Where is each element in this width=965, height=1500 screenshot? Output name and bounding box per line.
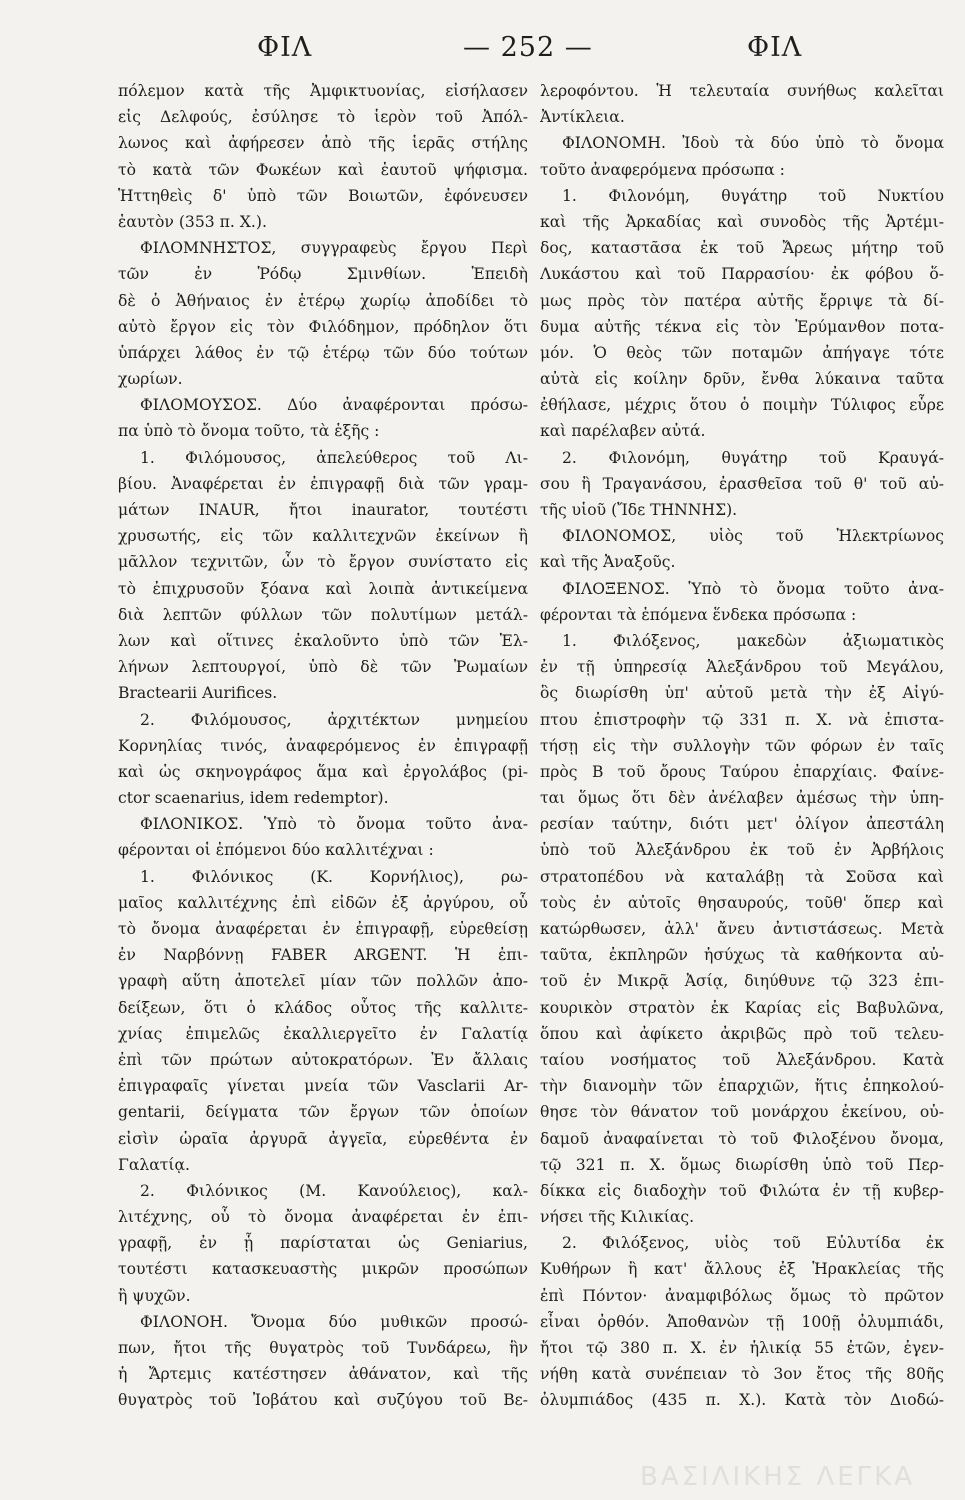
text-line: ταῦτα, ἐκπληρῶν ἡσύχως τὰ καθήκοντα αὐ-	[540, 946, 944, 965]
text-line: ται ὅμως ὅτι δὲν ἀνέλαβεν ἀμέσως τὴν ὑπη-	[540, 789, 944, 808]
text-line: κουρικὸν στρατὸν ἐκ Καρίας εἰς Βαβυλῶνα,	[540, 998, 944, 1017]
text-line: ὑπὸ τοῦ Ἀλεξάνδρου ἐκ τοῦ ἐν Ἀρβήλοις	[540, 841, 944, 860]
header-left-guideword: ΦΙΛ	[257, 32, 313, 63]
left-column	[118, 78, 528, 1414]
text-line: ΦΙΛΟΜΟΥΣΟΣ. Δύο ἀναφέρονται πρόσω-	[140, 396, 528, 415]
text-line: ctor scaenarius, idem redemptor).	[118, 789, 389, 808]
text-line: νήσει τῆς Κιλικίας.	[540, 1208, 695, 1227]
text-line: δαμοῦ ἀναφαίνεται τὸ τοῦ Φιλοξένου ὄνομα,	[540, 1129, 944, 1148]
text-line: πα ὑπὸ τὸ ὄνομα τοῦτο, τὰ ἑξῆς :	[118, 422, 380, 441]
text-line: ἐθήλασε, μέχρις ὅτου ὁ ποιμὴν Τύλιφος εὗρε	[540, 396, 944, 415]
text-line: λήνων λεπτουργοί, ὑπὸ δὲ τῶν Ῥωμαίων	[118, 658, 528, 677]
text-line: 2. Φιλόξενος, υἱὸς τοῦ Εὐλυτίδα ἐκ	[562, 1234, 944, 1253]
text-line: Κορνηλίας τινός, ἀναφερόμενος ἐν ἐπιγραφῇ	[118, 736, 528, 755]
text-line: ΦΙΛΟΝΟΜΗ. Ἰδοὺ τὰ δύο ὑπὸ τὸ ὄνομα	[562, 134, 944, 153]
text-line: 2. Φιλονόμη, θυγάτηρ τοῦ Κραυγά-	[562, 448, 944, 467]
text-line: δίκκα εἰς διαδοχὴν τοῦ Φιλώτα ἐν τῇ κυβερ-	[540, 1181, 944, 1200]
text-line: φέρονται οἱ ἑπόμενοι δύο καλλιτέχναι :	[118, 841, 434, 860]
watermark: ΒΑΣΙΛΙΚΗΣ ΛΕΓΚΑ	[640, 1462, 916, 1492]
text-line: ἢ ψυχῶν.	[118, 1286, 191, 1305]
text-line: Ἡττηθεὶς δ' ὑπὸ τῶν Βοιωτῶν, ἐφόνευσεν	[118, 186, 528, 205]
text-line: καὶ παρέλαβεν αὐτά.	[540, 422, 706, 441]
text-line: αὐτὰ εἰς κοίλην δρῦν, ἔνθα λύκαινα ταῦτα	[540, 370, 944, 389]
text-line: λων καὶ οἵτινες ἐκαλοῦντο ὑπὸ τῶν Ἑλ-	[118, 631, 528, 650]
text-line: 1. Φιλόξενος, μακεδὼν ἀξιωματικὸς	[562, 631, 944, 650]
text-line: τὸ ἐπιχρυσοῦν ξόανα καὶ λοιπὰ ἀντικείμενα	[118, 579, 528, 598]
text-line: τὸ ὄνομα ἀναφέρεται ἐν ἐπιγραφῇ, εὑρεθείσῃ	[118, 920, 528, 938]
text-line: βίου. Ἀναφέρεται ἐν ἐπιγραφῇ διὰ τῶν γραμ-	[118, 474, 528, 493]
page-number: — 252 —	[463, 32, 593, 63]
text-line: τοῦ ἐν Μικρᾷ Ἀσίᾳ, διηύθυνε τῷ 323 ἐπι-	[540, 972, 944, 991]
text-line: 1. Φιλόνικος (Κ. Κορνήλιος), ρω-	[140, 867, 528, 886]
text-line: ΦΙΛΟΝΙΚΟΣ. Ὑπὸ τὸ ὄνομα τοῦτο ἀνα-	[140, 815, 528, 834]
text-line: 1. Φιλονόμη, θυγάτηρ τοῦ Νυκτίου	[562, 186, 944, 205]
text-line: νήθη κατὰ συνέπειαν τὸ 3ον ἔτος τῆς 80ῆς	[540, 1365, 944, 1384]
text-line: μως πρὸς τὸν πατέρα αὐτῆς ἔρριψε τὰ δί-	[540, 291, 944, 310]
text-line: αὐτὸ ἔργον εἰς τὸν Φιλόδημον, πρόδηλον ὅτι	[118, 317, 528, 336]
text-line: ΦΙΛΟΞΕΝΟΣ. Ὑπὸ τὸ ὄνομα τοῦτο ἀνα-	[562, 579, 944, 598]
text-line: εἰς Δελφούς, ἐσύλησε τὸ ἱερὸν τοῦ Ἀπόλ-	[118, 108, 528, 127]
text-line: 2. Φιλόνικος (Μ. Κανούλειος), καλ-	[140, 1181, 528, 1200]
text-line: καὶ ὡς σκηνογράφος ἅμα καὶ ἐργολάβος (pi-	[118, 762, 528, 781]
text-line: δὲ ὁ Ἀθήναιος ἐν ἑτέρῳ χωρίῳ ἀποδίδει τὸ	[118, 291, 528, 310]
text-line: εἰσὶν ὡραῖα ἀργυρᾶ ἀγγεῖα, εὑρεθέντα ἐν	[118, 1129, 528, 1148]
right-column	[540, 78, 944, 1414]
text-line: πρὸς Β τοῦ ὄρους Ταύρου ἐπαρχίαις. Φαίνε-	[540, 762, 944, 781]
text-line: Ἀντίκλεια.	[540, 108, 625, 127]
text-line: θησε τὸν θάνατον τοῦ μονάρχου ἐκείνου, οὐ-	[540, 1103, 944, 1122]
text-line: δος, καταστᾶσα ἐκ τοῦ Ἄρεως μήτηρ τοῦ	[540, 239, 944, 258]
text-line: ἡ Ἄρτεμις κατέστησεν ἀθάνατον, καὶ τῆς	[118, 1365, 528, 1384]
text-line: ὃς διωρίσθη ὑπ' αὐτοῦ μετὰ τὴν ἐξ Αἰγύ-	[540, 684, 944, 703]
text-line: λιτέχνης, οὗ τὸ ὄνομα ἀναφέρεται ἐν ἐπι-	[118, 1208, 528, 1227]
text-line: δείξεων, ὅτι ὁ κλάδος οὗτος τῆς καλλιτε-	[118, 998, 528, 1017]
text-line: μάτων INAUR, ἤτοι inaurator, τουτέστι	[118, 501, 528, 519]
text-line: ἤτοι τῷ 380 π. Χ. ἐν ἡλικίᾳ 55 ἐτῶν, ἐγεν-	[540, 1339, 944, 1357]
header-right-guideword: ΦΙΛ	[747, 32, 803, 63]
text-line: κατώρθωσεν, ἀλλ' ἄνευ ἀντιστάσεως. Μετὰ	[540, 920, 944, 938]
text-line: τὴν διανομὴν τῶν ἐπαρχιῶν, ἥτις ἐπηκολού-	[540, 1077, 944, 1096]
text-line: ἑαυτὸν (353 π. Χ.).	[118, 212, 267, 231]
text-line: gentarii, δείγματα τῶν ἔργων τῶν ὁποίων	[118, 1103, 528, 1122]
text-line: σου ἢ Τραγανάσου, ἐρασθεῖσα τοῦ θ' τοῦ αὐ-	[540, 474, 944, 493]
text-line: Bractearii Aurifices.	[118, 684, 278, 703]
text-line: ἐπιγραφαῖς γίνεται μνεία τῶν Vasclarii Ar-	[118, 1077, 528, 1096]
text-line: πων, ἤτοι τῆς θυγατρὸς τοῦ Τυνδάρεω, ἣν	[118, 1339, 528, 1357]
text-line: ρεσίαν ταύτην, διότι μετ' ὀλίγον ἀπεστάλη	[540, 815, 944, 834]
text-line: ἐπὶ Πόντον· ἀναμφιβόλως ὅμως τὸ πρῶτον	[540, 1286, 944, 1305]
text-line: χρυσωτής, εἰς τῶν καλλιτεχνῶν ἐκείνων ἢ	[118, 527, 528, 546]
text-line: ἐν τῇ ὑπηρεσίᾳ Ἀλεξάνδρου τοῦ Μεγάλου,	[540, 658, 944, 677]
text-line: τὸ κατὰ τῶν Φωκέων καὶ ἑαυτοῦ ψήφισμα.	[118, 160, 528, 179]
text-line: χνίας ἐπιμελῶς ἐκαλλιεργεῖτο ἐν Γαλατίᾳ	[118, 1024, 528, 1043]
text-line: καὶ τῆς Ἀναξοῦς.	[540, 553, 676, 572]
text-line: ΦΙΛΟΜΝΗΣΤΟΣ, συγγραφεὺς ἔργου Περὶ	[140, 239, 528, 258]
text-line: λεροφόντου. Ἡ τελευταία συνήθως καλεῖται	[540, 82, 944, 100]
text-line: τῆς υἱοῦ (Ἴδε ΤΗΝΝΗΣ).	[540, 501, 738, 519]
text-line: δυμα αὐτῆς τέκνα εἰς τὸν Ἐρύμανθον ποτα-	[540, 317, 944, 336]
text-line: καὶ τῆς Ἀρκαδίας καὶ συνοδὸς τῆς Ἀρτέμι-	[540, 212, 944, 231]
text-line: 1. Φιλόμουσος, ἀπελεύθερος τοῦ Λι-	[140, 448, 528, 467]
text-line: τοῦτο ἀναφερόμενα πρόσωπα :	[540, 160, 785, 179]
text-line: τήσῃ εἰς τὴν συλλογὴν τῶν φόρων ἐν ταῖς	[540, 736, 944, 755]
text-line: Λυκάστου καὶ τοῦ Παρρασίου· ἐκ φόβου ὅ-	[540, 265, 944, 284]
text-line: ὅπου καὶ ἀφίκετο ἀκριβῶς πρὸ τοῦ τελευ-	[540, 1024, 944, 1043]
text-line: μαῖος καλλιτέχνης ἐπὶ εἰδῶν ἐξ ἀργύρου, οὗ	[118, 893, 528, 912]
text-line: ΦΙΛΟΝΟΜΟΣ, υἱὸς τοῦ Ἠλεκτρίωνος	[562, 527, 944, 546]
text-line: γραφῇ, ἐν ᾗ παρίσταται ὡς Geniarius,	[118, 1234, 528, 1253]
text-line: τοὺς ἐν αὐτοῖς θησαυρούς, τοῦθ' ὅπερ καὶ	[540, 893, 944, 912]
text-line: γραφὴ αὕτη ἀποτελεῖ μίαν τῶν πολλῶν ἀπο-	[118, 972, 528, 991]
text-line: μόν. Ὁ θεὸς τῶν ποταμῶν ἀπήγαγε τότε	[540, 343, 944, 362]
text-line: εἶναι ὀρθόν. Ἀποθανὼν τῇ 100ῇ ὀλυμπιάδι,	[540, 1312, 944, 1331]
text-line: διὰ λεπτῶν φύλλων τῶν πολυτίμων μετάλ-	[118, 605, 528, 624]
page-header	[105, 28, 805, 68]
text-line: ὀλυμπιάδος (435 π. Χ.). Κατὰ τὸν Διοδώ-	[540, 1391, 944, 1410]
text-line: τῷ 321 π. Χ. ὅμως διωρίσθη ὑπὸ τοῦ Περ-	[540, 1155, 944, 1174]
text-line: ἐν Ναρβόννῃ FABER ARGENT. Ἡ ἐπι-	[118, 946, 528, 965]
text-line: μᾶλλον τεχνιτῶν, ὧν τὸ ἔργον συνίστατο εἰς	[118, 553, 528, 572]
text-line: ΦΙΛΟΝΟΗ. Ὄνομα δύο μυθικῶν προσώ-	[140, 1312, 528, 1331]
text-line: Γαλατίᾳ.	[118, 1155, 190, 1174]
text-line: 2. Φιλόμουσος, ἀρχιτέκτων μνημείου	[140, 710, 528, 729]
text-line: ταίου νοσήματος τοῦ Ἀλεξάνδρου. Κατὰ	[540, 1050, 944, 1069]
text-line: τουτέστι κατασκευαστὴς μικρῶν προσώπων	[118, 1260, 528, 1279]
text-line: τῶν ἐν Ῥόδῳ Σμινθίων. Ἐπειδὴ	[118, 265, 528, 284]
text-line: ὑπάρχει λάθος ἐν τῷ ἑτέρῳ τῶν δύο τούτων	[118, 343, 528, 362]
text-line: πτου ἐπιστροφὴν τῷ 331 π. Χ. νὰ ἐπιστα-	[540, 710, 944, 729]
text-line: στρατοπέδου νὰ καταλάβῃ τὰ Σοῦσα καὶ	[540, 867, 944, 886]
text-line: ἐπὶ τῶν πρώτων αὐτοκρατόρων. Ἐν ἄλλαις	[118, 1050, 528, 1069]
text-line: πόλεμον κατὰ τῆς Ἀμφικτυονίας, εἰσήλασεν	[118, 82, 528, 100]
text-line: φέρονται τὰ ἑπόμενα ἕνδεκα πρόσωπα :	[540, 605, 857, 624]
text-line: θυγατρὸς τοῦ Ἰοβάτου καὶ συζύγου τοῦ Βε-	[118, 1391, 528, 1410]
text-line: Κυθήρων ἢ κατ' ἄλλους ἐξ Ἡρακλείας τῆς	[540, 1260, 944, 1279]
text-line: χωρίων.	[118, 370, 183, 389]
text-line: λωνος καὶ ἀφήρεσεν ἀπὸ τῆς ἱερᾶς στήλης	[118, 134, 528, 153]
